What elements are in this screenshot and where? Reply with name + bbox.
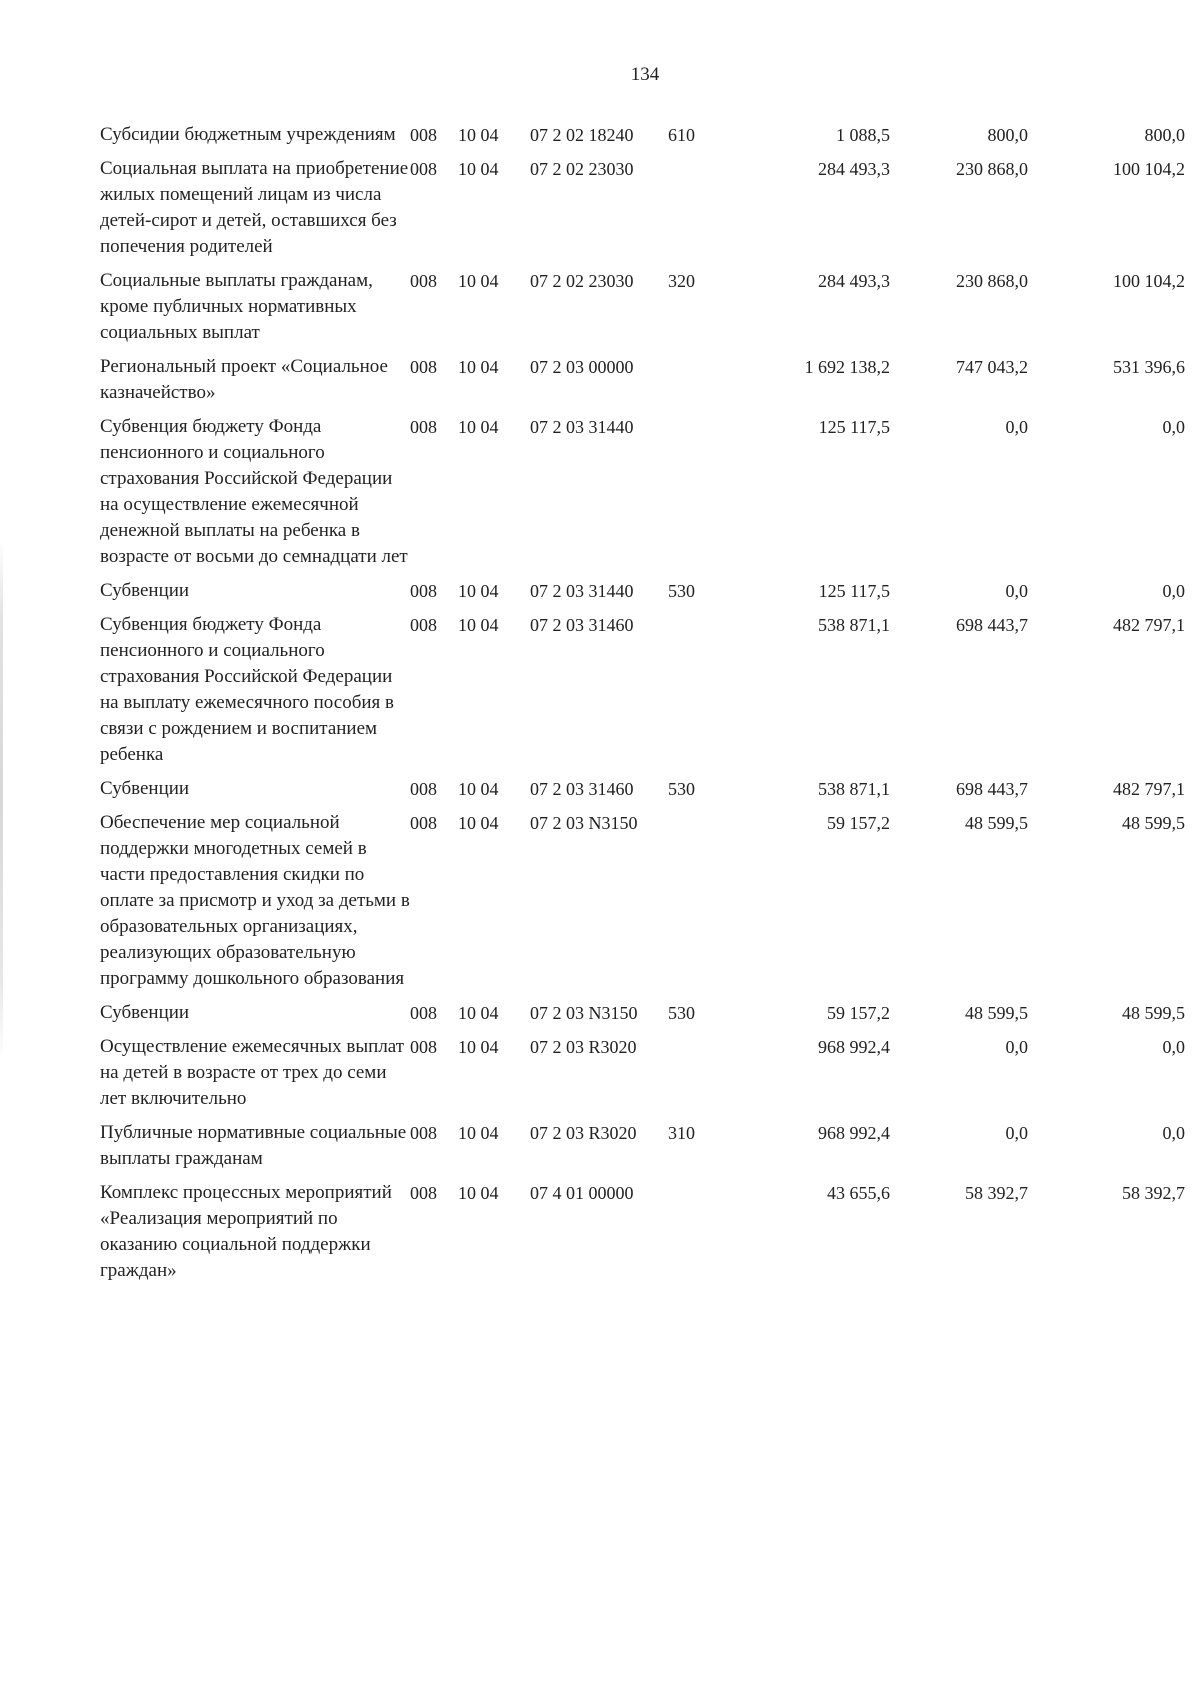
row-section-code: 10 04 bbox=[458, 159, 499, 179]
table-row bbox=[100, 414, 1185, 578]
row-sum-year-3: 531 396,6 bbox=[1113, 357, 1185, 377]
row-section-code: 10 04 bbox=[458, 271, 499, 291]
row-sum-year-1: 59 157,2 bbox=[827, 813, 890, 833]
row-sum-year-1: 125 117,5 bbox=[818, 417, 890, 437]
row-section-code: 10 04 bbox=[458, 615, 499, 635]
row-expense-type-code bbox=[668, 612, 730, 776]
row-ministry-code: 008 bbox=[410, 615, 437, 635]
row-sum-year-3: 58 392,7 bbox=[1122, 1183, 1185, 1203]
row-target-article-code: 07 2 02 23030 bbox=[530, 159, 634, 179]
row-section-code: 10 04 bbox=[458, 357, 499, 377]
row-name: Субвенции bbox=[100, 580, 190, 601]
row-section-code: 10 04 bbox=[458, 1003, 499, 1023]
row-expense-type-code bbox=[668, 414, 730, 578]
row-ministry-code: 008 bbox=[410, 779, 437, 799]
row-expense-type-code: 530 bbox=[668, 1003, 695, 1023]
row-name: Субвенции bbox=[100, 778, 190, 799]
page-number: 134 bbox=[630, 64, 660, 85]
row-sum-year-2: 698 443,7 bbox=[956, 615, 1028, 635]
row-target-article-code: 07 4 01 00000 bbox=[530, 1183, 634, 1203]
row-name: Субвенция бюджету Фонда пенсионного и социального страхования Российской Федерации на осуществление ежемесячной денежной выплаты на ребенка в возрасте от восьми до семнадцати лет bbox=[100, 416, 408, 567]
row-ministry-code: 008 bbox=[410, 1003, 437, 1023]
row-sum-year-1: 538 871,1 bbox=[818, 615, 890, 635]
row-sum-year-1: 284 493,3 bbox=[818, 159, 890, 179]
row-sum-year-2: 48 599,5 bbox=[965, 1003, 1028, 1023]
table-row bbox=[100, 1034, 1185, 1120]
row-sum-year-3: 0,0 bbox=[1162, 1037, 1185, 1057]
row-name: Комплекс процессных мероприятий «Реализация мероприятий по оказанию социальной поддержки граждан» bbox=[100, 1182, 392, 1281]
row-name: Субсидии бюджетным учреждениям bbox=[100, 124, 396, 145]
row-target-article-code: 07 2 02 18240 bbox=[530, 125, 634, 145]
row-sum-year-1: 43 655,6 bbox=[827, 1183, 890, 1203]
row-target-article-code: 07 2 03 31460 bbox=[530, 779, 634, 799]
row-ministry-code: 008 bbox=[410, 159, 437, 179]
row-expense-type-code: 530 bbox=[668, 581, 695, 601]
row-expense-type-code bbox=[668, 1180, 730, 1292]
table-row bbox=[100, 354, 1185, 414]
table-row bbox=[100, 1000, 1185, 1034]
row-sum-year-3: 0,0 bbox=[1162, 1123, 1185, 1143]
row-expense-type-code bbox=[668, 1034, 730, 1120]
row-sum-year-1: 538 871,1 bbox=[818, 779, 890, 799]
row-name: Социальная выплата на приобретение жилых помещений лицам из числа детей-сирот и детей, оставшихся без попечения родителей bbox=[100, 158, 409, 257]
row-ministry-code: 008 bbox=[410, 125, 437, 145]
row-sum-year-1: 1 088,5 bbox=[836, 125, 890, 145]
table-row bbox=[100, 578, 1185, 612]
budget-table-body bbox=[100, 122, 1185, 1292]
row-sum-year-3: 0,0 bbox=[1162, 417, 1185, 437]
table-row bbox=[100, 810, 1185, 1000]
row-sum-year-3: 100 104,2 bbox=[1113, 271, 1185, 291]
row-sum-year-1: 1 692 138,2 bbox=[804, 357, 890, 377]
budget-table bbox=[100, 122, 1185, 1292]
row-sum-year-1: 59 157,2 bbox=[827, 1003, 890, 1023]
row-ministry-code: 008 bbox=[410, 417, 437, 437]
row-name: Обеспечение мер социальной поддержки многодетных семей в части предоставления скидки по оплате за присмотр и уход за детьми в образовательных организациях, реализующих образовательную программу дошкольного образования bbox=[100, 812, 410, 989]
row-sum-year-2: 0,0 bbox=[1005, 417, 1028, 437]
row-target-article-code: 07 2 02 23030 bbox=[530, 271, 634, 291]
row-sum-year-3: 48 599,5 bbox=[1122, 1003, 1185, 1023]
row-expense-type-code bbox=[668, 810, 730, 1000]
row-expense-type-code: 610 bbox=[668, 125, 695, 145]
row-sum-year-3: 100 104,2 bbox=[1113, 159, 1185, 179]
row-section-code: 10 04 bbox=[458, 1123, 499, 1143]
row-expense-type-code bbox=[668, 354, 730, 414]
row-section-code: 10 04 bbox=[458, 1037, 499, 1057]
table-row bbox=[100, 1180, 1185, 1292]
row-target-article-code: 07 2 03 R3020 bbox=[530, 1037, 637, 1057]
row-target-article-code: 07 2 03 N3150 bbox=[530, 813, 638, 833]
row-sum-year-2: 0,0 bbox=[1005, 1037, 1028, 1057]
row-section-code: 10 04 bbox=[458, 417, 499, 437]
row-name: Публичные нормативные социальные выплаты гражданам bbox=[100, 1122, 407, 1169]
row-sum-year-2: 230 868,0 bbox=[956, 159, 1028, 179]
row-section-code: 10 04 bbox=[458, 813, 499, 833]
row-sum-year-2: 800,0 bbox=[987, 125, 1028, 145]
row-sum-year-3: 0,0 bbox=[1162, 581, 1185, 601]
row-section-code: 10 04 bbox=[458, 125, 499, 145]
row-name: Субвенция бюджету Фонда пенсионного и социального страхования Российской Федерации на выплату ежемесячного пособия в связи с рождением и воспитанием ребенка bbox=[100, 614, 394, 765]
row-sum-year-3: 800,0 bbox=[1144, 125, 1185, 145]
table-row bbox=[100, 612, 1185, 776]
row-sum-year-1: 968 992,4 bbox=[818, 1037, 890, 1057]
row-sum-year-2: 747 043,2 bbox=[956, 357, 1028, 377]
row-target-article-code: 07 2 03 00000 bbox=[530, 357, 634, 377]
row-ministry-code: 008 bbox=[410, 1183, 437, 1203]
row-sum-year-3: 482 797,1 bbox=[1113, 779, 1185, 799]
row-target-article-code: 07 2 03 N3150 bbox=[530, 1003, 638, 1023]
row-sum-year-2: 698 443,7 bbox=[956, 779, 1028, 799]
row-expense-type-code bbox=[668, 156, 730, 268]
row-name: Региональный проект «Социальное казначейство» bbox=[100, 356, 388, 403]
row-expense-type-code: 310 bbox=[668, 1123, 695, 1143]
row-section-code: 10 04 bbox=[458, 1183, 499, 1203]
row-sum-year-1: 284 493,3 bbox=[818, 271, 890, 291]
row-section-code: 10 04 bbox=[458, 581, 499, 601]
row-ministry-code: 008 bbox=[410, 813, 437, 833]
row-sum-year-2: 0,0 bbox=[1005, 581, 1028, 601]
row-ministry-code: 008 bbox=[410, 1037, 437, 1057]
row-section-code: 10 04 bbox=[458, 779, 499, 799]
row-sum-year-1: 125 117,5 bbox=[818, 581, 890, 601]
row-sum-year-1: 968 992,4 bbox=[818, 1123, 890, 1143]
row-expense-type-code: 530 bbox=[668, 779, 695, 799]
row-target-article-code: 07 2 03 31440 bbox=[530, 581, 634, 601]
table-row bbox=[100, 268, 1185, 354]
scan-edge-artifact bbox=[0, 540, 3, 1060]
row-sum-year-2: 230 868,0 bbox=[956, 271, 1028, 291]
row-target-article-code: 07 2 03 R3020 bbox=[530, 1123, 637, 1143]
row-sum-year-2: 0,0 bbox=[1005, 1123, 1028, 1143]
row-sum-year-3: 482 797,1 bbox=[1113, 615, 1185, 635]
row-target-article-code: 07 2 03 31460 bbox=[530, 615, 634, 635]
table-row bbox=[100, 156, 1185, 268]
row-ministry-code: 008 bbox=[410, 581, 437, 601]
row-ministry-code: 008 bbox=[410, 271, 437, 291]
table-row bbox=[100, 776, 1185, 810]
row-sum-year-2: 48 599,5 bbox=[965, 813, 1028, 833]
row-name: Социальные выплаты гражданам, кроме публичных нормативных социальных выплат bbox=[100, 270, 373, 343]
row-sum-year-2: 58 392,7 bbox=[965, 1183, 1028, 1203]
row-sum-year-3: 48 599,5 bbox=[1122, 813, 1185, 833]
table-row bbox=[100, 122, 1185, 156]
row-expense-type-code: 320 bbox=[668, 271, 695, 291]
row-ministry-code: 008 bbox=[410, 1123, 437, 1143]
row-name: Субвенции bbox=[100, 1002, 190, 1023]
table-row bbox=[100, 1120, 1185, 1180]
row-target-article-code: 07 2 03 31440 bbox=[530, 417, 634, 437]
row-ministry-code: 008 bbox=[410, 357, 437, 377]
row-name: Осуществление ежемесячных выплат на детей в возрасте от трех до семи лет включительно bbox=[100, 1036, 405, 1109]
